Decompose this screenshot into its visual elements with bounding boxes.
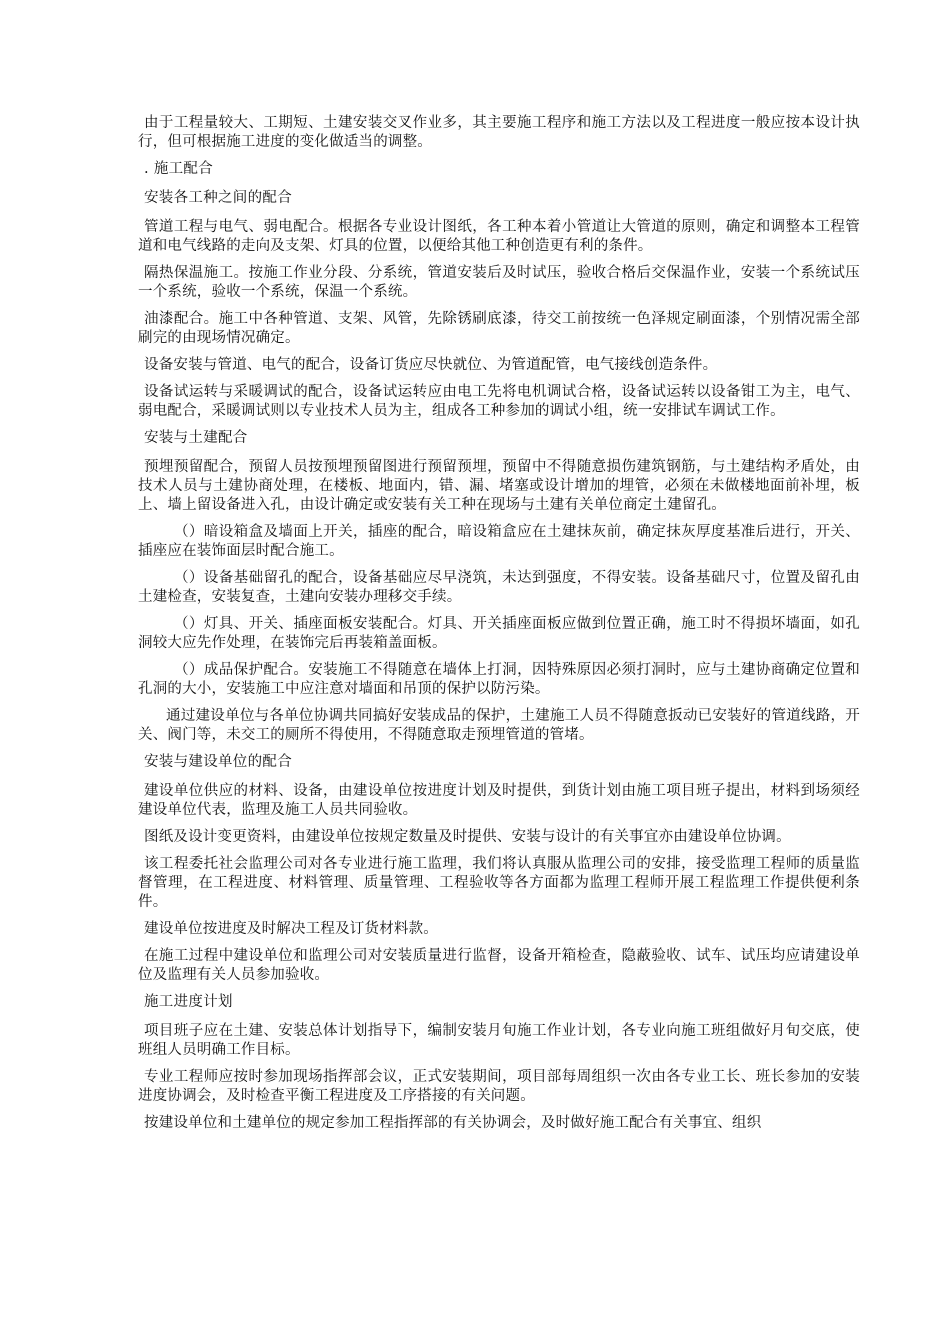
subheading-owner-coordination: 安装与建设单位的配合: [144, 754, 292, 770]
paragraph-monthly-plan: 项目班子应在土建、安装总体计划指导下，编制安装月旬施工作业计划，各专业向施工班组做好月旬交底，使班组人员明确工作目标。: [138, 1023, 860, 1058]
section-heading-construction-coordination: . 施工配合: [144, 161, 214, 177]
paragraph-equipment-install: 设备安装与管道、电气的配合，设备订货应尽快就位、为管道配管，电气接线创造条件。: [144, 357, 718, 373]
list-item-concealed-boxes: （）暗设箱盒及墙面上开关，插座的配合，暗设箱盒应在土建抹灰前，确定抹灰厚度基准后进行，开关、插座应在装饰面层时配合施工。: [138, 524, 860, 559]
paragraph-pipe-electrical: 管道工程与电气、弱电配合。根据各专业设计图纸，各工种本着小管道让大管道的原则，确定和调整本工程管道和电气线路的走向及支架、灯具的位置，以便给其他工种创造更有利的条件。: [138, 219, 860, 254]
list-item-foundation-holes: （）设备基础留孔的配合，设备基础应尽早浇筑，未达到强度，不得安装。设备基础尺寸，位置及留孔由土建检查，安装复查，土建向安装办理移交手续。: [138, 570, 860, 605]
paragraph-quality-inspection: 在施工过程中建设单位和监理公司对安装质量进行监督，设备开箱检查，隐蔽验收、试车、试压均应请建设单位及监理有关人员参加验收。: [138, 948, 860, 983]
paragraph-weekly-meeting: 专业工程师应按时参加现场指挥部会议，正式安装期间，项目部每周组织一次由各专业工长、班长参加的安装进度协调会，及时检查平衡工程进度及工序搭接的有关问题。: [138, 1069, 860, 1104]
paragraph-painting: 油漆配合。施工中各种管道、支架、风管，先除锈刷底漆，待交工前按统一色泽规定刷面漆，个别情况需全部刷完的由现场情况确定。: [138, 311, 860, 346]
document-page: [138, 114, 860, 1141]
paragraph-supervision: 该工程委托社会监理公司对各专业进行施工监理，我们将认真服从监理公司的安排，接受监理工程师的质量监督管理，在工程进度、材料管理、质量管理、工程验收等各方面都为监理工程师开展工程监理工作提供便利条件。: [138, 856, 860, 910]
paragraph-drawings: 图纸及设计变更资料，由建设单位按规定数量及时提供、安装与设计的有关事宜亦由建设单位协调。: [144, 829, 791, 845]
paragraph-intro: 由于工程量较大、工期短、土建安装交叉作业多，其主要施工程序和施工方法以及工程进度一般应按本设计执行，但可根据施工进度的变化做适当的调整。: [138, 115, 860, 150]
list-item-lamps-switches: （）灯具、开关、插座面板安装配合。灯具、开关插座面板应做到位置正确，施工时不得损坏墙面，如孔洞较大应先作处理，在装饰完后再装箱盖面板。: [138, 616, 860, 651]
list-item-product-protection: （）成品保护配合。安装施工不得随意在墙体上打洞，因特殊原因必须打洞时，应与土建协商确定位置和孔洞的大小，安装施工中应注意对墙面和吊顶的保护以防污染。: [138, 662, 860, 697]
subheading-civil-coordination: 安装与土建配合: [144, 430, 248, 446]
paragraph-embedded-reserve: 预埋预留配合，预留人员按预埋预留图进行预留预埋，预留中不得随意损伤建筑钢筋，与土建结构矛盾处，由技术人员与土建协商处理，在楼板、地面内，错、漏、堵塞或设计增加的埋管，必须在未做楼地面前补埋，板上、墙上留设备进入孔，由设计确定或安装有关工种在现场与土建有关单位商定土建留孔。: [138, 459, 860, 513]
paragraph-command-meeting: 按建设单位和土建单位的规定参加工程指挥部的有关协调会，及时做好施工配合有关事宜、组织: [144, 1115, 762, 1131]
paragraph-owner-materials: 建设单位供应的材料、设备，由建设单位按进度计划及时提供，到货计划由施工项目班子提出，材料到场须经建设单位代表，监理及施工人员共同验收。: [138, 783, 860, 818]
paragraph-payment: 建设单位按进度及时解决工程及订货材料款。: [144, 921, 438, 937]
paragraph-protection-coordination: 通过建设单位与各单位协调共同搞好安装成品的保护，土建施工人员不得随意扳动已安装好的管道线路，开关、阀门等，未交工的厕所不得使用，不得随意取走预埋管道的管堵。: [138, 708, 860, 743]
paragraph-insulation: 隔热保温施工。按施工作业分段、分系统，管道安装后及时试压，验收合格后交保温作业，安装一个系统试压一个系统，验收一个系统，保温一个系统。: [138, 265, 860, 300]
paragraph-equipment-test: 设备试运转与采暖调试的配合，设备试运转应由电工先将电机调试合格，设备试运转以设备钳工为主，电气、弱电配合，采暖调试则以专业技术人员为主，组成各工种参加的调试小组，统一安排试车调试工作。: [138, 384, 860, 419]
subheading-schedule-plan: 施工进度计划: [144, 994, 233, 1010]
subheading-trades-coordination: 安装各工种之间的配合: [144, 190, 292, 206]
